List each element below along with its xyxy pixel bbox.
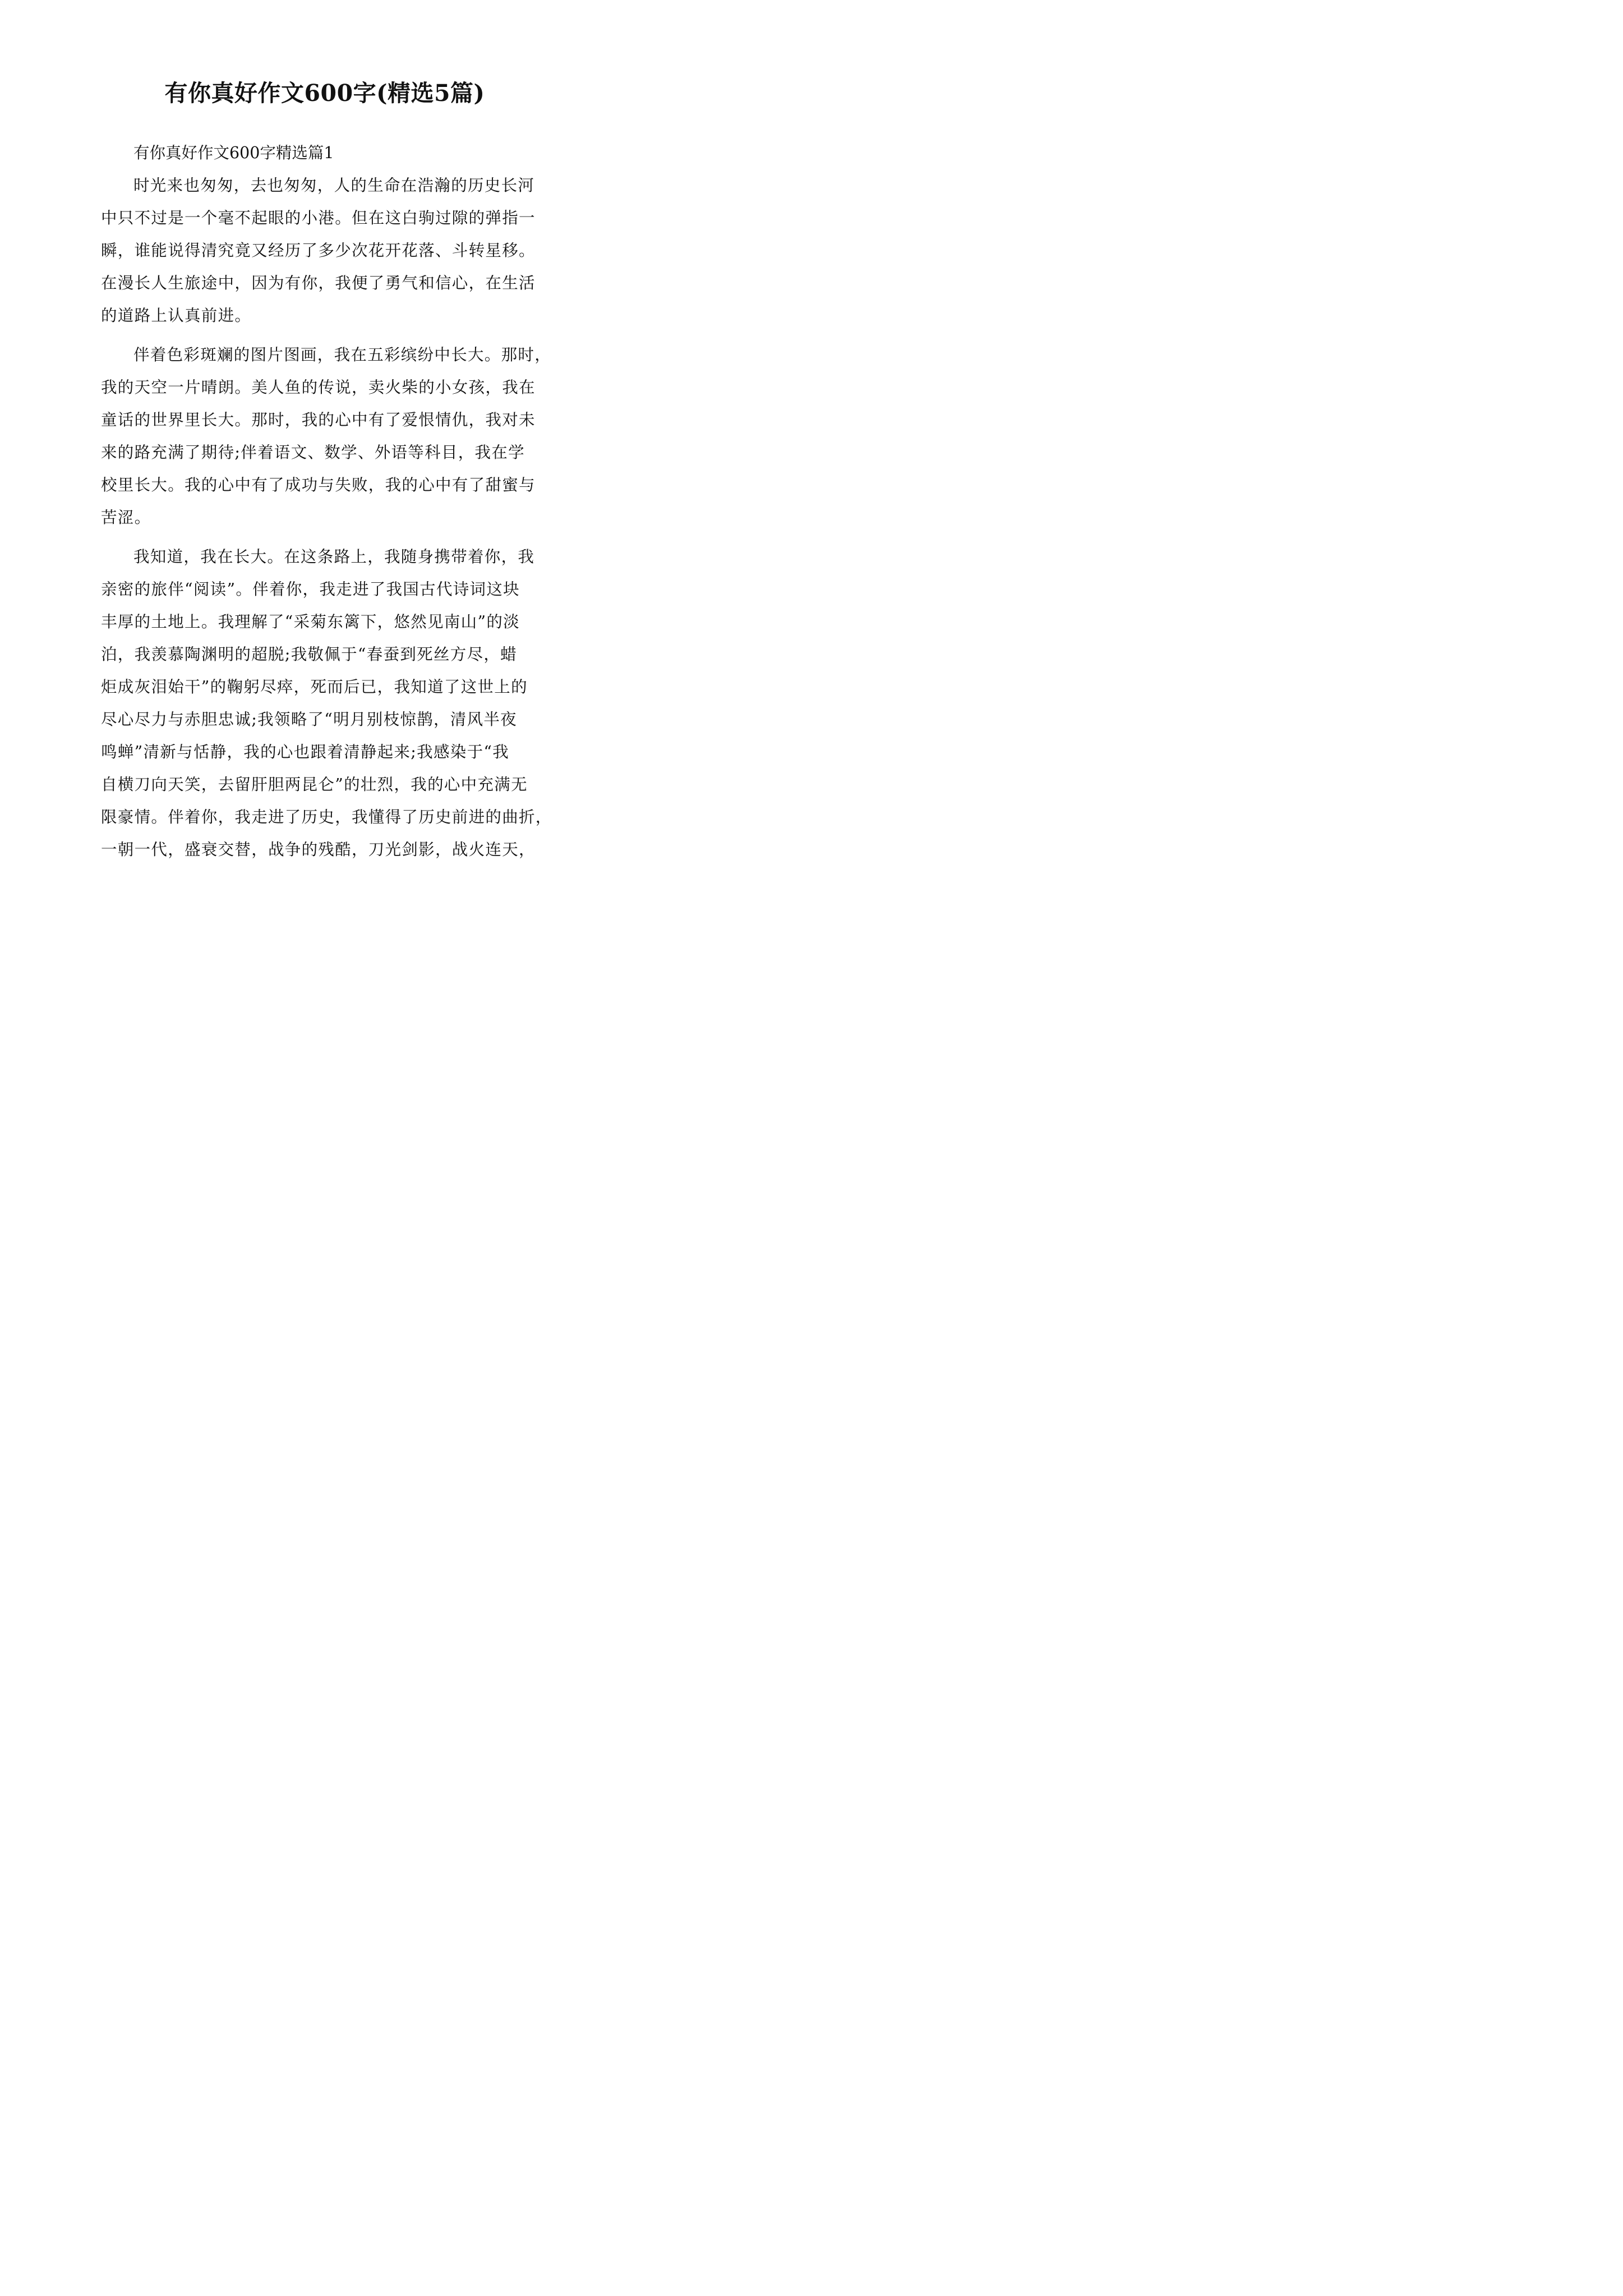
paragraph-line: 泊，我羡慕陶渊明的超脱;我敬佩于“春蚕到死丝方尽，蜡 [101, 645, 517, 664]
paragraph-line: 的道路上认真前进。 [101, 306, 252, 325]
paragraph-line: 丰厚的土地上。我理解了“采菊东篱下，悠然见南山”的淡 [101, 613, 520, 631]
paragraph-line: 苦涩。 [101, 508, 151, 527]
paragraph-line: 限豪情。伴着你，我走进了历史，我懂得了历史前进的曲折， [101, 808, 552, 826]
paragraph-line: 童话的世界里长大。那时，我的心中有了爱恨情仇，我对未 [101, 411, 536, 429]
paragraph-line: 自横刀向天笑，去留肝胆两昆仑”的壮烈，我的心中充满无 [101, 775, 528, 794]
paragraph-line: 校里长大。我的心中有了成功与失败，我的心中有了甜蜜与 [101, 476, 536, 494]
paragraph-line: 尽心尽力与赤胆忠诚;我领略了“明月别枝惊鹊，清风半夜 [101, 710, 517, 729]
paragraph-line: 时光来也匆匆，去也匆匆，人的生命在浩瀚的历史长河 [133, 176, 535, 195]
document-page [0, 0, 649, 918]
paragraph-line: 来的路充满了期待;伴着语文、数学、外语等科目，我在学 [101, 443, 525, 462]
paragraph-line: 一朝一代，盛衰交替，战争的残酷，刀光剑影，战火连天， [101, 840, 536, 859]
paragraph-line: 我知道，我在长大。在这条路上，我随身携带着你，我 [133, 547, 535, 566]
paragraph-2 [101, 339, 555, 534]
paragraph-line: 在漫长人生旅途中，因为有你，我便了勇气和信心，在生活 [101, 274, 536, 292]
paragraph-line: 瞬，谁能说得清究竟又经历了多少次花开花落、斗转星移。 [101, 241, 536, 260]
paragraph-line: 伴着色彩斑斓的图片图画，我在五彩缤纷中长大。那时， [133, 346, 552, 364]
paragraph-line: 我的天空一片晴朗。美人鱼的传说，卖火柴的小女孩，我在 [101, 378, 536, 397]
paragraph-1 [101, 169, 555, 332]
paragraph-line: 炬成灰泪始干”的鞠躬尽瘁，死而后已，我知道了这世上的 [101, 678, 528, 696]
paragraph-line: 亲密的旅伴“阅读”。伴着你，我走进了我国古代诗词这块 [101, 580, 520, 599]
document-body [101, 137, 555, 866]
paragraph-3 [101, 541, 555, 866]
document-title: 有你真好作文600字(精选5篇) [164, 80, 485, 107]
paragraph-line: 鸣蝉”清新与恬静，我的心也跟着清静起来;我感染于“我 [101, 743, 510, 761]
section-heading: 有你真好作文600字精选篇1 [133, 144, 334, 162]
paragraph-line: 中只不过是一个毫不起眼的小港。但在这白驹过隙的弹指一 [101, 209, 536, 227]
